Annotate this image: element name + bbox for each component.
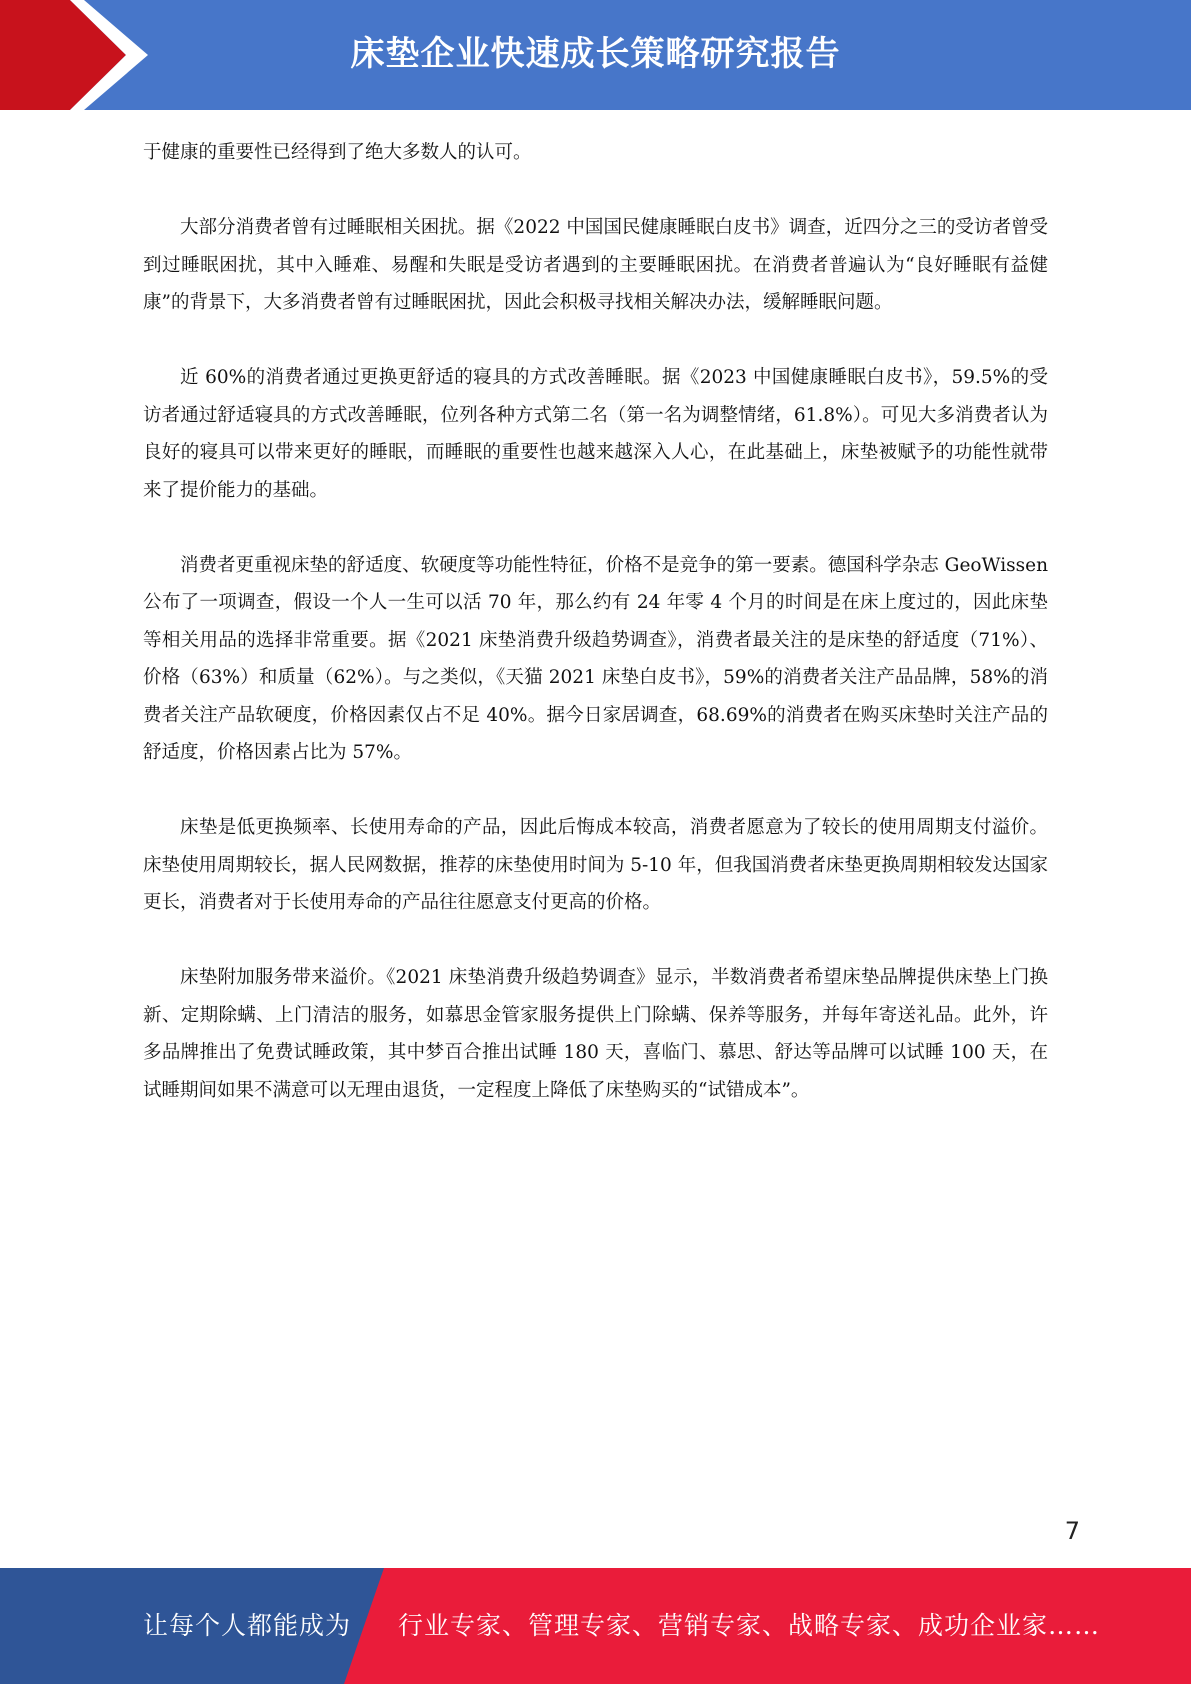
paragraph-lifespan-premium: 床垫是低更换频率、长使用寿命的产品，因此后悔成本较高，消费者愿意为了较长的使用周期支付溢价。床垫使用周期较长，据人民网数据，推荐的床垫使用时间为 5-10 年，但我国消费者床垫更换周期相较发达国家更长，消费者对于长使用寿命的产品往往愿意支付更高的价格。 — [143, 817, 1048, 913]
page-number: 7 — [1064, 1517, 1080, 1545]
footer-slogan-right: 行业专家、管理专家、营销专家、战略专家、成功企业家…… — [398, 1611, 1101, 1640]
report-body — [143, 134, 1048, 1147]
footer-slogan-left: 让每个人都能成为 — [143, 1611, 352, 1640]
paragraph-bedding-improvement: 近 60%的消费者通过更换更舒适的寝具的方式改善睡眠。据《2023 中国健康睡眠白皮书》，59.5%的受访者通过舒适寝具的方式改善睡眠，位列各种方式第二名（第一名为调整情绪，61.8%）。可见大多消费者认为良好的寝具可以带来更好的睡眠，而睡眠的重要性也越来越深入人心，在此基础上，床垫被赋予的功能性就带来了提价能力的基础。 — [143, 367, 1048, 501]
paragraph-continued: 于健康的重要性已经得到了绝大多数人的认可。 — [143, 142, 532, 163]
paragraph-service-premium: 床垫附加服务带来溢价。《2021 床垫消费升级趋势调查》显示，半数消费者希望床垫品牌提供床垫上门换新、定期除螨、上门清洁的服务，如慕思金管家服务提供上门除螨、保养等服务，并每年寄送礼品。此外，许多品牌推出了免费试睡政策，其中梦百合推出试睡 180 天，喜临门、慕思、舒达等品牌可以试睡 100 天，在试睡期间如果不满意可以无理由退货，一定程度上降低了床垫购买的“试错成本”。 — [143, 967, 1048, 1101]
paragraph-comfort-priority: 消费者更重视床垫的舒适度、软硬度等功能性特征，价格不是竞争的第一要素。德国科学杂志 GeoWissen 公布了一项调查，假设一个人一生可以活 70 年，那么约有 24 年零 4 个月的时间是在床上度过的，因此床垫等相关用品的选择非常重要。据《2021 床垫消费升级趋势调查》，消费者最关注的是床垫的舒适度（71%）、价格（63%）和质量（62%）。与之类似，《天猫 2021 床垫白皮书》，59%的消费者关注产品品牌，58%的消费者关注产品软硬度，价格因素仅占不足 40%。据今日家居调查，68.69%的消费者在购买床垫时关注产品的舒适度，价格因素占比为 57%。 — [143, 554, 1048, 763]
page-header — [0, 0, 1191, 110]
page-footer — [0, 1568, 1191, 1684]
paragraph-sleep-troubles: 大部分消费者曾有过睡眠相关困扰。据《2022 中国国民健康睡眠白皮书》调查，近四分之三的受访者曾受到过睡眠困扰，其中入睡难、易醒和失眠是受访者遇到的主要睡眠困扰。在消费者普遍认为“良好睡眠有益健康”的背景下，大多消费者曾有过睡眠困扰，因此会积极寻找相关解决办法，缓解睡眠问题。 — [143, 217, 1048, 313]
report-title: 床垫企业快速成长策略研究报告 — [350, 34, 841, 74]
